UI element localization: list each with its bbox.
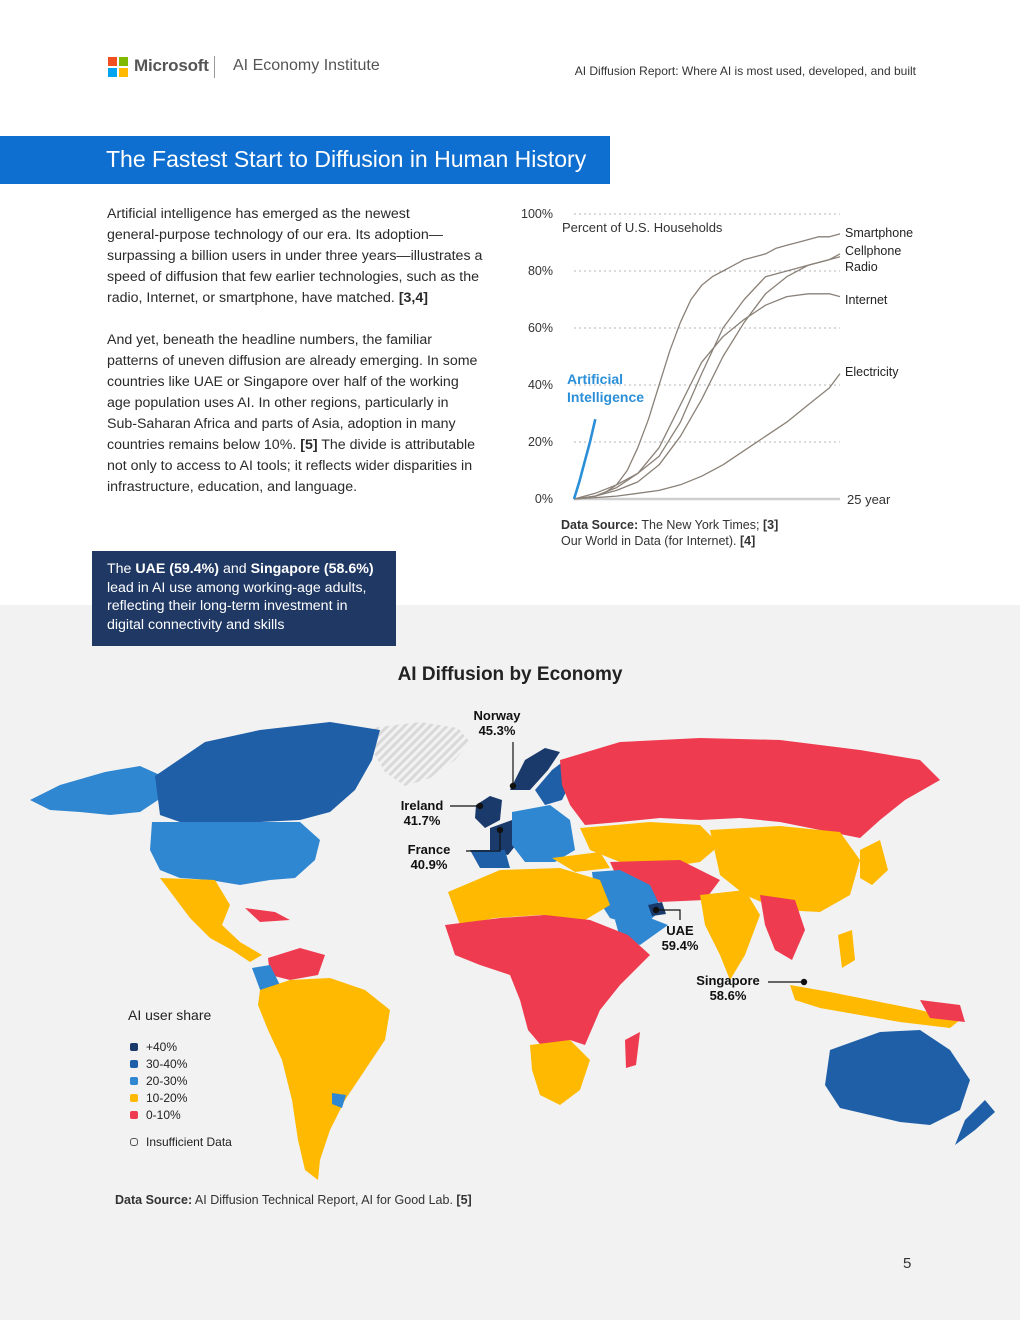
- text-line: Artificial intelligence has emerged as the newest: [107, 206, 410, 222]
- legend-item: 20-30%: [130, 1074, 187, 1088]
- callout-ireland: Ireland 41.7%: [400, 798, 444, 828]
- text-line: radio, Internet, or smartphone, have matched.: [107, 290, 395, 306]
- text-line: speed of diffusion that few earlier technologies, such as the: [107, 269, 479, 285]
- legend-item-insufficient: Insufficient Data: [130, 1135, 232, 1149]
- callout-text: The UAE (59.4%) and Singapore (58.6%) lead in AI use among working-age adults, reflecting their long-term investment in digital connectivity and skills: [107, 561, 374, 633]
- series-label-cellphone: Cellphone: [845, 244, 902, 258]
- text-line: general-purpose technology of our era. Its adoption—: [107, 227, 443, 243]
- callout-norway: Norway 45.3%: [473, 708, 521, 738]
- callout-france: France 40.9%: [407, 842, 451, 872]
- legend-title: AI user share: [128, 1007, 212, 1023]
- text-line: countries remains below 10%.: [107, 437, 297, 453]
- chart-source: Data Source: The New York Times; [3] Our World in Data (for Internet). [4]: [561, 518, 779, 548]
- y-tick-label: 20%: [527, 435, 553, 449]
- text-line: The divide is attributable: [321, 437, 476, 453]
- page-number: 5: [903, 1255, 912, 1272]
- brand-name: Microsoft: [134, 56, 209, 75]
- callout-uae: UAE 59.4%: [661, 923, 699, 953]
- text-line: age population uses AI. In other regions, particularly in: [107, 395, 449, 411]
- text-line: infrastructure, education, and language.: [107, 479, 358, 495]
- reference: [5]: [300, 437, 318, 453]
- chart-title: Percent of U.S. Households: [562, 220, 723, 235]
- series-label-radio: Radio: [845, 260, 878, 274]
- text-line: surpassing a billion users in under three years—illustrates a: [107, 248, 483, 264]
- legend-item: 10-20%: [130, 1091, 187, 1105]
- legend-item: 30-40%: [130, 1057, 187, 1071]
- reference: [3,4]: [398, 290, 428, 306]
- y-tick-label: 60%: [527, 321, 553, 335]
- legend-item: +40%: [130, 1040, 177, 1054]
- x-end-label: 25 year: [847, 492, 891, 507]
- y-tick-label: 40%: [527, 378, 553, 392]
- y-tick-label: 100%: [521, 207, 553, 221]
- series-label-internet: Internet: [845, 293, 888, 307]
- text-line: not only to access to AI tools; it reflects wider disparities in: [107, 458, 473, 474]
- text-line: patterns of uneven diffusion are already emerging. In some: [107, 353, 478, 369]
- legend-item: 0-10%: [130, 1108, 181, 1122]
- series-label-ai: Intelligence: [567, 389, 645, 405]
- map-title: AI Diffusion by Economy: [397, 664, 623, 685]
- map-source: Data Source: AI Diffusion Technical Report, AI for Good Lab. [5]: [115, 1193, 472, 1207]
- series-label-smartphone: Smartphone: [845, 226, 914, 240]
- text-line: Sub-Saharan Africa and parts of Asia, adoption in many: [107, 416, 456, 432]
- series-label-electricity: Electricity: [845, 365, 899, 379]
- series-label-ai: Artificial: [567, 371, 624, 387]
- institute-name: AI Economy Institute: [233, 57, 380, 74]
- text-line: countries like UAE or Singapore over half of the working: [107, 374, 459, 390]
- report-title: AI Diffusion Report: Where AI is most used, developed, and built: [574, 64, 916, 78]
- y-tick-label: 0%: [534, 492, 553, 506]
- text-line: And yet, beneath the headline numbers, the familiar: [107, 332, 432, 348]
- y-tick-label: 80%: [527, 264, 553, 278]
- callout-singapore: Singapore 58.6%: [696, 973, 760, 1003]
- section-title: The Fastest Start to Diffusion in Human History: [106, 146, 587, 172]
